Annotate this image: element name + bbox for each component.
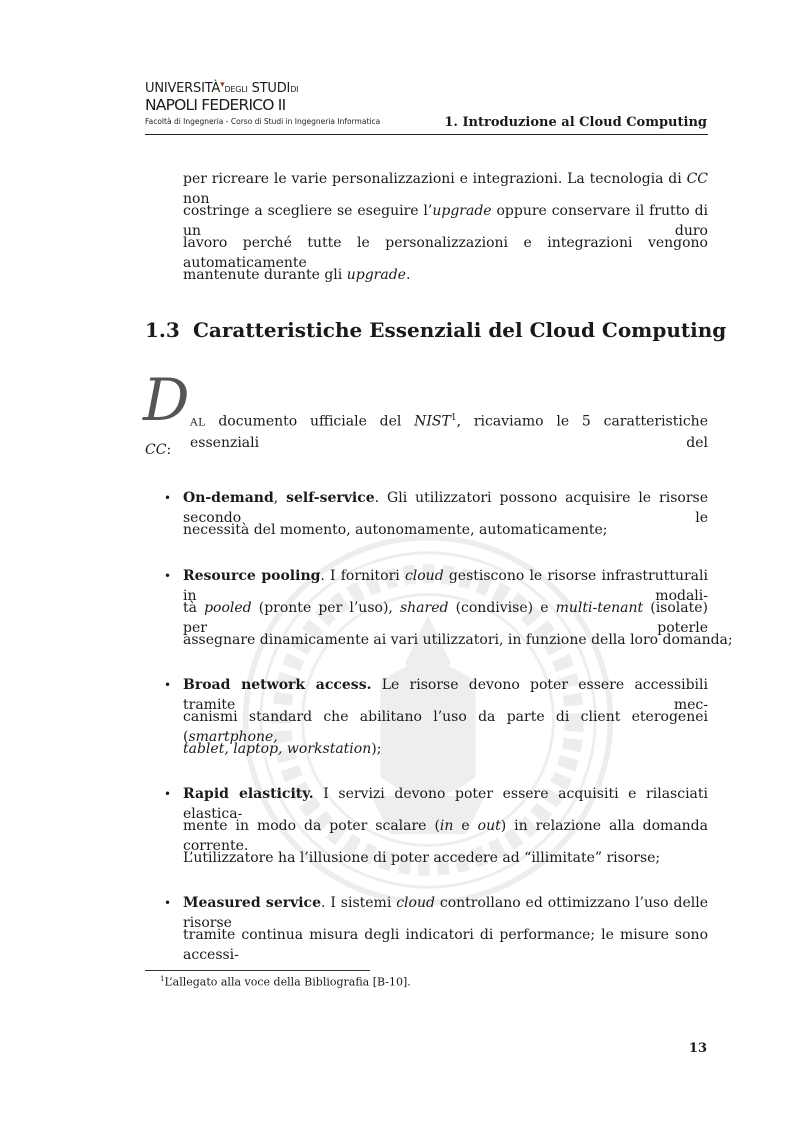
bullet-icon: • (164, 491, 172, 505)
logo-studi-word: STUDI (251, 81, 291, 96)
bullet-2-line-1: Resource pooling. I fornitori cloud gestiscono le risorse infrastrutturali in modali- (183, 568, 708, 604)
bullet-2-line-2: tà pooled (pronte per l’uso), shared (condivise) e multi-tenant (isolate) per poterle (183, 600, 708, 636)
bullet-3-line-1: Broad network access. Le risorse devono poter essere accessibili tramite mec- (183, 677, 708, 713)
drop-cap: D (143, 366, 190, 434)
section-number: 1.3 (145, 318, 180, 342)
running-header-title: 1. Introduzione al Cloud Computing (444, 115, 707, 130)
bullet-4-line-3: L’utilizzatore ha l’illusione di poter accedere ad “illimitate” risorse; (183, 850, 661, 866)
logo-faculty-line: Facoltà di Ingegneria - Corso di Studi in Ingegneria Informatica (145, 117, 381, 126)
bullet-icon: • (164, 896, 172, 910)
footnote (160, 975, 411, 989)
header-rule (145, 134, 708, 135)
logo-napoli-federico: NAPOLI FEDERICO II (145, 96, 286, 114)
bullet-icon: • (164, 569, 172, 583)
bullet-icon: • (164, 678, 172, 692)
bullet-5-line-2: tramite continua misura degli indicatori di performance; le misure sono accessi- (183, 927, 708, 963)
bullet-2-line-3: assegnare dinamicamente ai vari utilizzatori, in funzione della loro domanda; (183, 632, 733, 648)
intro-line-1: per ricreare le varie personalizzazioni e integrazioni. La tecnologia di CC non (183, 171, 708, 207)
intro-line-3: lavoro perché tutte le personalizzazioni e integrazioni vengono automaticamente (183, 235, 708, 271)
intro-line-4: mantenute durante gli upgrade. (183, 267, 411, 283)
bullet-1-line-2: necessità del momento, autonomamente, automaticamente; (183, 522, 608, 538)
logo-di: DI (290, 85, 299, 94)
bullet-3-line-2: canismi standard che abilitano l’uso da parte di client eterogenei (smartphone, (183, 709, 708, 745)
logo-dot-icon: ▾ (220, 80, 225, 90)
footnote-rule (145, 970, 370, 971)
bullet-3-line-3: tablet, laptop, workstation); (183, 741, 382, 757)
logo-university-word: UNIVERSITÀ (145, 81, 221, 96)
university-logo (145, 78, 380, 127)
footnote-text: L’allegato alla voce della Bibliografia [B-10]. (164, 975, 411, 989)
bullet-5-line-1: Measured service. I sistemi cloud controllano ed ottimizzano l’uso delle risorse (183, 895, 709, 931)
bullet-4-line-2: mente in modo da poter scalare (in e out) in relazione alla domanda corrente. (183, 818, 708, 854)
logo-degli: DEGLI (224, 85, 248, 94)
intro-line-2: costringe a scegliere se eseguire l’upgrade oppure conservare il frutto di un duro (183, 203, 709, 239)
section-heading (145, 318, 726, 342)
bullet-icon: • (164, 787, 172, 801)
footnote-mark: 1 (160, 975, 165, 983)
bullet-1-line-1: On-demand, self-service. Gli utilizzatori possono acquisire le risorse secondo le (183, 490, 708, 526)
opening-line-2: CC: (145, 442, 172, 458)
page-number: 13 (688, 1041, 707, 1056)
footnote-ref[interactable]: 1 (450, 413, 457, 423)
section-title: Caratteristiche Essenziali del Cloud Computing (193, 318, 727, 342)
opening-line-1: AL documento ufficiale del NIST$^1$, ricaviamo le 5 caratteristiche essenziali del (190, 413, 708, 451)
bullet-4-line-1: Rapid elasticity. I servizi devono poter essere acquisiti e rilasciati elastica- (183, 786, 708, 822)
